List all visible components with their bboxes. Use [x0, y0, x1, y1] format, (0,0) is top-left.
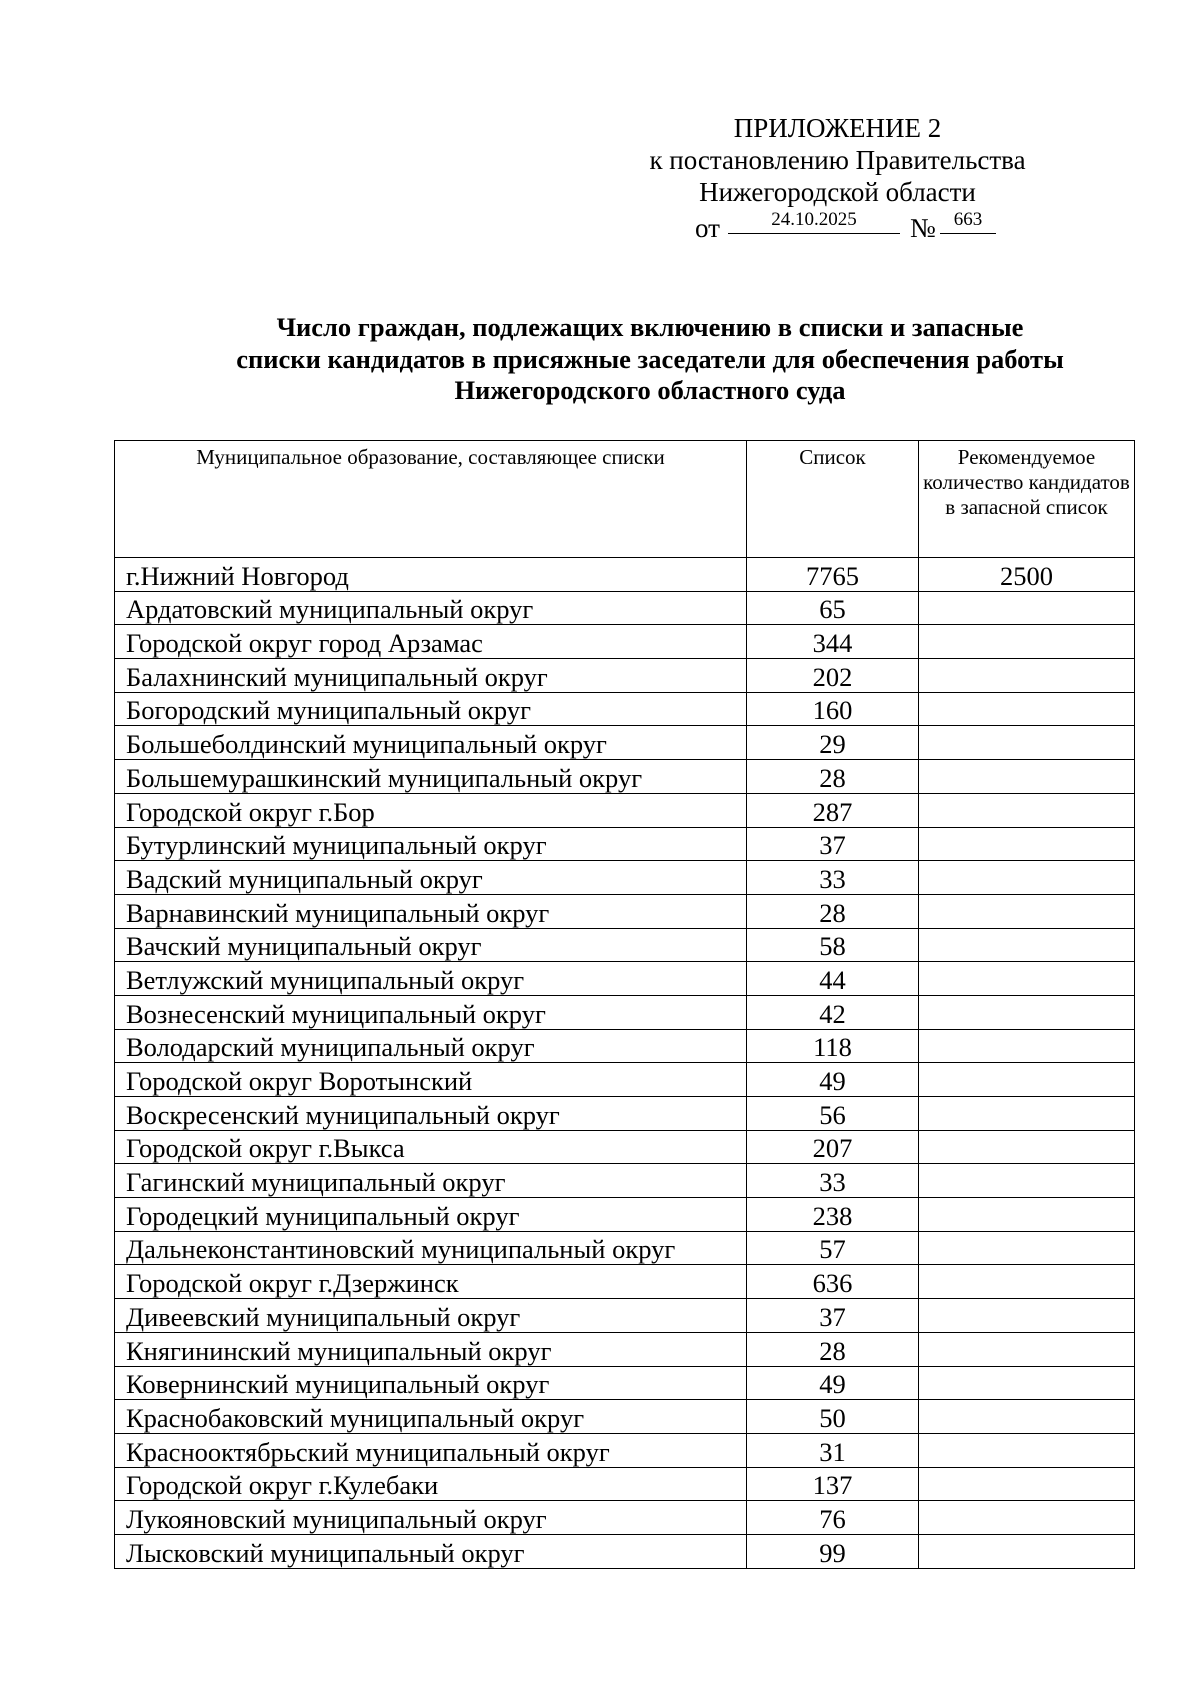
title-line-1: Число граждан, подлежащих включению в списки и запасные [276, 312, 1024, 342]
table-row [115, 1063, 1135, 1097]
date-field: 24.10.2025 [728, 208, 900, 234]
municipality-cell: Володарский муниципальный округ [115, 1029, 747, 1063]
municipality-cell: Вачский муниципальный округ [115, 928, 747, 962]
list-count-cell: 37 [747, 1299, 919, 1333]
appendix-title: ПРИЛОЖЕНИЕ 2 [733, 113, 942, 143]
municipality-cell: Городецкий муниципальный округ [115, 1198, 747, 1232]
municipality-cell: Городской округ г.Бор [115, 793, 747, 827]
reserve-count-cell [919, 1366, 1135, 1400]
reserve-count-cell [919, 1433, 1135, 1467]
reserve-count-cell [919, 1501, 1135, 1535]
table-row [115, 793, 1135, 827]
table-row [115, 995, 1135, 1029]
municipality-cell: Лукояновский муниципальный округ [115, 1501, 747, 1535]
list-count-cell: 636 [747, 1265, 919, 1299]
municipality-cell: Вадский муниципальный округ [115, 861, 747, 895]
municipality-cell: Большемурашкинский муниципальный округ [115, 760, 747, 794]
appendix-line-3: Нижегородской области [699, 177, 976, 207]
column-header-municipality: Муниципальное образование, составляющее списки [115, 441, 747, 558]
municipality-cell: Вознесенский муниципальный округ [115, 995, 747, 1029]
reserve-count-cell [919, 1231, 1135, 1265]
document-title [120, 312, 1180, 407]
reserve-count-cell [919, 692, 1135, 726]
list-count-cell: 28 [747, 1332, 919, 1366]
table-row [115, 1299, 1135, 1333]
reserve-count-cell [919, 928, 1135, 962]
list-count-cell: 44 [747, 962, 919, 996]
municipality-cell: Городской округ город Арзамас [115, 625, 747, 659]
number-field: 663 [940, 208, 996, 234]
reserve-count-cell [919, 1130, 1135, 1164]
municipality-cell: Большеболдинский муниципальный округ [115, 726, 747, 760]
list-count-cell: 7765 [747, 558, 919, 592]
list-count-cell: 57 [747, 1231, 919, 1265]
reserve-count-cell [919, 827, 1135, 861]
table-row [115, 1366, 1135, 1400]
table-row [115, 1265, 1135, 1299]
table-row [115, 1130, 1135, 1164]
table-row [115, 760, 1135, 794]
reserve-count-cell [919, 793, 1135, 827]
reserve-count-cell: 2500 [919, 558, 1135, 592]
municipality-cell: Ветлужский муниципальный округ [115, 962, 747, 996]
municipality-cell: г.Нижний Новгород [115, 558, 747, 592]
table-row [115, 928, 1135, 962]
municipality-cell: Ардатовский муниципальный округ [115, 591, 747, 625]
municipality-cell: Дальнеконстантиновский муниципальный округ [115, 1231, 747, 1265]
table-row [115, 1433, 1135, 1467]
list-count-cell: 33 [747, 861, 919, 895]
list-count-cell: 28 [747, 894, 919, 928]
municipality-cell: Варнавинский муниципальный округ [115, 894, 747, 928]
reserve-count-cell [919, 1029, 1135, 1063]
list-count-cell: 118 [747, 1029, 919, 1063]
reserve-count-cell [919, 1467, 1135, 1501]
reserve-count-cell [919, 1332, 1135, 1366]
list-count-cell: 137 [747, 1467, 919, 1501]
reserve-count-cell [919, 659, 1135, 693]
list-count-cell: 33 [747, 1164, 919, 1198]
table-row [115, 962, 1135, 996]
reserve-count-cell [919, 625, 1135, 659]
table-row [115, 625, 1135, 659]
municipality-cell: Балахнинский муниципальный округ [115, 659, 747, 693]
reserve-count-cell [919, 760, 1135, 794]
table-row [115, 1534, 1135, 1568]
municipality-cell: Городской округ г.Кулебаки [115, 1467, 747, 1501]
reserve-count-cell [919, 995, 1135, 1029]
reserve-count-cell [919, 1534, 1135, 1568]
number-prefix: № [910, 213, 936, 243]
municipality-cell: Богородский муниципальный округ [115, 692, 747, 726]
reserve-count-cell [919, 1063, 1135, 1097]
title-line-3: Нижегородского областного суда [454, 375, 846, 405]
list-count-cell: 50 [747, 1400, 919, 1434]
table-row [115, 1467, 1135, 1501]
table-row [115, 558, 1135, 592]
appendix-header [560, 112, 1115, 243]
list-count-cell: 238 [747, 1198, 919, 1232]
reserve-count-cell [919, 1198, 1135, 1232]
list-count-cell: 49 [747, 1063, 919, 1097]
reserve-count-cell [919, 726, 1135, 760]
reserve-count-cell [919, 591, 1135, 625]
list-count-cell: 28 [747, 760, 919, 794]
municipality-cell: Гагинский муниципальный округ [115, 1164, 747, 1198]
list-count-cell: 287 [747, 793, 919, 827]
list-count-cell: 99 [747, 1534, 919, 1568]
table-row [115, 1198, 1135, 1232]
reserve-count-cell [919, 962, 1135, 996]
list-count-cell: 31 [747, 1433, 919, 1467]
table-row [115, 726, 1135, 760]
reserve-count-cell [919, 1299, 1135, 1333]
table-row [115, 1097, 1135, 1131]
municipality-cell: Бутурлинский муниципальный округ [115, 827, 747, 861]
list-count-cell: 42 [747, 995, 919, 1029]
column-header-list: Список [747, 441, 919, 558]
municipality-cell: Воскресенский муниципальный округ [115, 1097, 747, 1131]
reserve-count-cell [919, 1097, 1135, 1131]
column-header-reserve: Рекомендуемое количество кандидатов в запасной список [919, 441, 1135, 558]
table-row [115, 1332, 1135, 1366]
table-row [115, 827, 1135, 861]
table-row [115, 692, 1135, 726]
reserve-count-cell [919, 1265, 1135, 1299]
municipality-cell: Дивеевский муниципальный округ [115, 1299, 747, 1333]
list-count-cell: 344 [747, 625, 919, 659]
reserve-count-cell [919, 861, 1135, 895]
list-count-cell: 29 [747, 726, 919, 760]
table-header-row [115, 441, 1135, 558]
municipality-cell: Городской округ Воротынский [115, 1063, 747, 1097]
reserve-count-cell [919, 1164, 1135, 1198]
list-count-cell: 160 [747, 692, 919, 726]
title-line-2: списки кандидатов в присяжные заседатели для обеспечения работы [236, 343, 1064, 374]
municipality-cell: Городской округ г.Выкса [115, 1130, 747, 1164]
date-number-line [560, 208, 1115, 243]
table-row [115, 861, 1135, 895]
candidates-table [114, 440, 1135, 1569]
municipality-cell: Краснобаковский муниципальный округ [115, 1400, 747, 1434]
municipality-cell: Ковернинский муниципальный округ [115, 1366, 747, 1400]
list-count-cell: 76 [747, 1501, 919, 1535]
appendix-line-2: к постановлению Правительства [649, 145, 1026, 175]
list-count-cell: 65 [747, 591, 919, 625]
list-count-cell: 49 [747, 1366, 919, 1400]
list-count-cell: 58 [747, 928, 919, 962]
table-row [115, 659, 1135, 693]
list-count-cell: 37 [747, 827, 919, 861]
table-row [115, 1164, 1135, 1198]
municipality-cell: Краснооктябрьский муниципальный округ [115, 1433, 747, 1467]
reserve-count-cell [919, 894, 1135, 928]
table-row [115, 1029, 1135, 1063]
table-row [115, 591, 1135, 625]
list-count-cell: 56 [747, 1097, 919, 1131]
list-count-cell: 207 [747, 1130, 919, 1164]
list-count-cell: 202 [747, 659, 919, 693]
table-body [115, 558, 1135, 1569]
municipality-cell: Княгининский муниципальный округ [115, 1332, 747, 1366]
date-prefix: от [695, 213, 720, 243]
reserve-count-cell [919, 1400, 1135, 1434]
table-row [115, 1501, 1135, 1535]
municipality-cell: Городской округ г.Дзержинск [115, 1265, 747, 1299]
table-row [115, 894, 1135, 928]
municipality-cell: Лысковский муниципальный округ [115, 1534, 747, 1568]
table-row [115, 1400, 1135, 1434]
table-row [115, 1231, 1135, 1265]
